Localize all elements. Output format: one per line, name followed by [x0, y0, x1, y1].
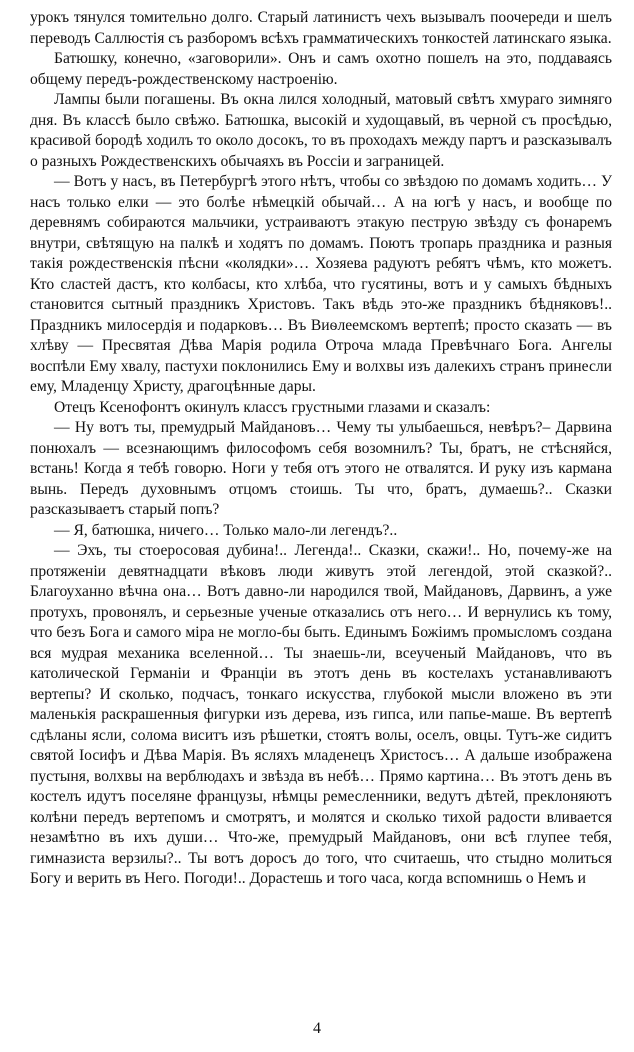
page-number: 4: [313, 1020, 321, 1037]
paragraph: — Эхъ, ты стоеросовая дубина!.. Легенда!.. Сказки, скажи!.. Но, почему-же на протяженіи девятнадцати вѣковъ люди живутъ этой легендой, этой сказкой?.. Благоуханно вѣчна она… Вотъ давно-ли народился твой, Майдановъ, Дарвинъ, а уже протухъ, провонялъ, и серьезные ученые отказались отъ него… И вернулись къ тому, что безъ Бога и самого міра не могло-бы быть. Единымъ Божіимъ промысломъ создана вся мудрая механика вселенной… Ты знаешь-ли, всеученый Майдановъ, что въ католической Германіи и Франціи въ этотъ день въ костелахъ устанавливаютъ вертепы? И сколько, подчасъ, тонкаго искусства, глубокой мысли вложено въ эти маленькія раскрашенныя фигурки изъ дерева, изъ гипса, или папье-маше. Въ вертепѣ сдѣланы ясли, солома виситъ изъ рѣшетки, стоятъ волы, оселъ, овцы. Тутъ-же сидитъ святой Іосифъ и Дѣва Марія. Въ ясляхъ младенецъ Христосъ… А дальше изображена пустыня, волхвы на верблюдахъ и звѣзда въ небѣ… Прямо картина… Въ этотъ день въ костелъ идутъ поселяне французы, нѣмцы ремесленники, ведутъ дѣтей, преклоняютъ колѣни передъ вертепомъ и смотрятъ, и молятся и сколько тихой радости вливается незамѣтно въ ихъ души… Что-же, премудрый Майдановъ, они всѣ глупее тебя, гимназиста верзилы?.. Ты вотъ доросъ до того, что считаешь, что стыдно молиться Богу и верить въ Него. Погоди!.. Дорастешь и того часа, когда вспомнишь о Немъ и: [30, 542, 612, 887]
paragraph: — Я, батюшка, ничего… Только мало-ли легендъ?..: [54, 521, 398, 539]
paragraph: Отецъ Ксенофонтъ окинулъ классъ грустными глазами и сказалъ:: [54, 398, 491, 416]
paragraph: Лампы были погашены. Въ окна лился холодный, матовый свѣтъ хмураго зимняго дня. Въ классѣ было свѣжо. Батюшка, высокій и худощавый, въ черной съ просѣдью, красивой бородѣ ходилъ то около досокъ, то въ проходахъ между партъ и разсказывалъ о разныхъ Рождественскихъ обычаяхъ въ Россіи и заграницей.: [30, 91, 612, 170]
page-text: [30, 8, 612, 890]
paragraph: урокъ тянулся томительно долго. Старый латинистъ чехъ вызывалъ поочереди и шелъ переводъ Саллюстія съ разборомъ всѣхъ грамматическихъ тонкостей латинскаго языка.: [30, 9, 612, 47]
paragraph: — Ну вотъ ты, премудрый Майдановъ… Чему ты улыбаешься, невѣръ?– Дарвина понюхалъ — всезнающимъ философомъ себя возомнилъ? Ты, братъ, не стѣсняйся, встань! Когда я тебѣ говорю. Ноги у тебя отъ этого не отвалятся. И руку изъ кармана вынь. Передъ духовнымъ отцомъ стоишь. Ты что, братъ, думаешь?.. Сказки разсказываетъ старый попъ?: [30, 419, 612, 518]
paragraph: Батюшку, конечно, «заговорили». Онъ и самъ охотно пошелъ на это, поддаваясь общему передъ-рождественскому настроенію.: [30, 50, 612, 88]
paragraph: — Вотъ у насъ, въ Петербургѣ этого нѣтъ, чтобы со звѣздою по домамъ ходить… У насъ только елки — это болѣе нѣмецкій обычай… А на югѣ у насъ, и вообще по деревнямъ собираются мальчики, устраиваютъ этакую пеструю звѣзду съ фонаремъ внутри, свѣтящую на палкѣ и ходятъ по домамъ. Поютъ тропарь праздника и разныя такія рождественскія пѣсни «колядки»… Хозяева радуютъ ребятъ чѣмъ, кто можетъ. Кто сластей дастъ, кто колбасы, кто хлѣба, что гусятины, вотъ и у самыхъ бѣдныхъ становится сытный праздникъ Христовъ. Такъ вѣдь это-же праздникъ бѣдняковъ!.. Праздникъ милосердія и подарковъ… Въ Виѳлеемскомъ вертепѣ; просто сказать — въ хлѣву — Пресвятая Дѣва Марія родила Отроча млада Превѣчнаго Бога. Ангелы воспѣли Ему хвалу, пастухи поклонились Ему и волхвы изъ далекихъ странъ принесли ему, Младенцу Христу, драгоцѣнные дары.: [30, 173, 612, 395]
